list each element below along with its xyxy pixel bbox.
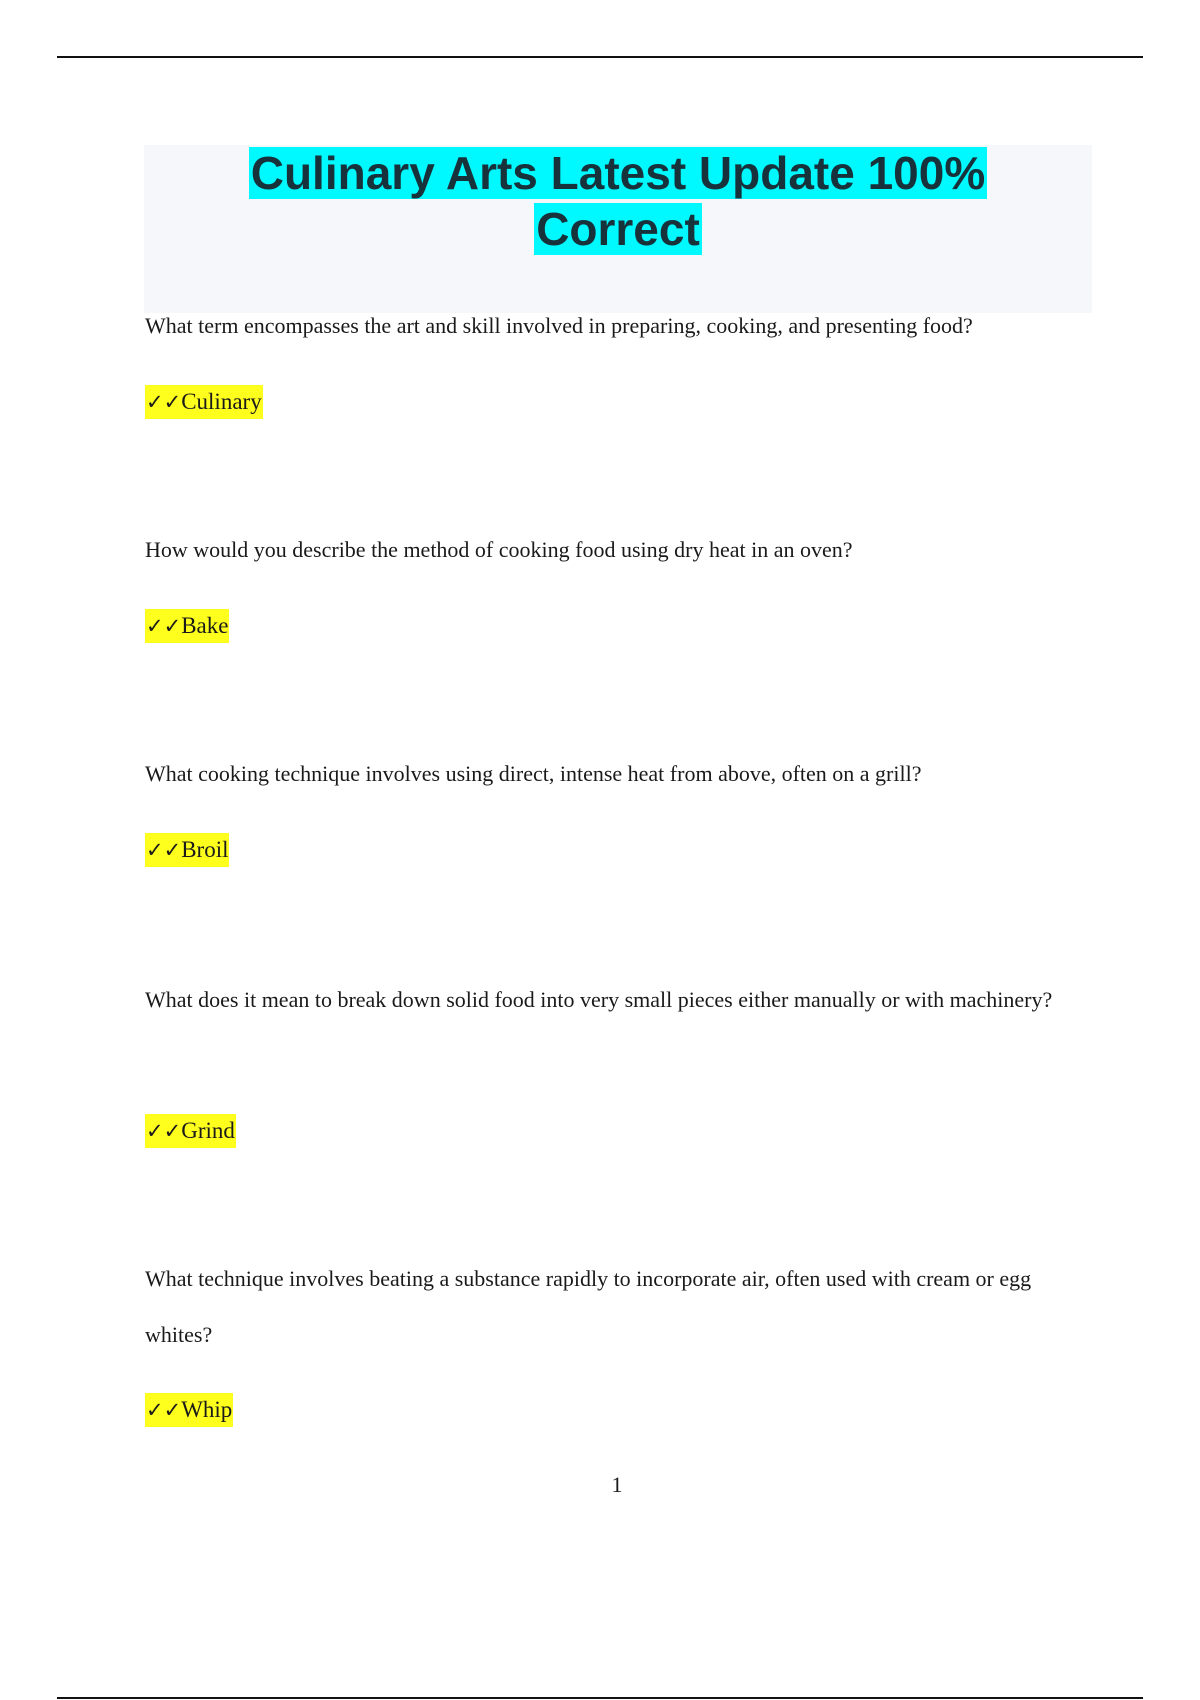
answer-1 bbox=[145, 385, 263, 419]
answer-5 bbox=[145, 1393, 233, 1427]
answer-4 bbox=[145, 1114, 236, 1148]
answer-3-text: Broil bbox=[181, 837, 229, 862]
question-1: What term encompasses the art and skill involved in preparing, cooking, and presenting food? bbox=[145, 313, 973, 338]
answer-3 bbox=[145, 833, 229, 867]
footer-rule bbox=[57, 1697, 1143, 1699]
answer-2 bbox=[145, 609, 229, 643]
page-number: 1 bbox=[611, 1472, 623, 1497]
header-rule bbox=[57, 56, 1143, 58]
question-2: How would you describe the method of cooking food using dry heat in an oven? bbox=[145, 537, 853, 562]
title-line-2: Correct bbox=[536, 203, 700, 255]
double-check-icon: ✓✓ bbox=[146, 1119, 182, 1143]
double-check-icon: ✓✓ bbox=[146, 1398, 182, 1422]
question-3: What cooking technique involves using direct, intense heat from above, often on a grill? bbox=[145, 761, 922, 786]
double-check-icon: ✓✓ bbox=[146, 838, 182, 862]
double-check-icon: ✓✓ bbox=[146, 614, 182, 638]
answer-5-text: Whip bbox=[181, 1397, 233, 1422]
double-check-icon: ✓✓ bbox=[146, 390, 182, 414]
answer-2-text: Bake bbox=[181, 613, 229, 638]
title-line-1: Culinary Arts Latest Update 100% bbox=[250, 147, 986, 199]
answer-4-text: Grind bbox=[181, 1118, 235, 1143]
question-4: What does it mean to break down solid food into very small pieces either manually or with machinery? bbox=[145, 987, 1053, 1012]
document-title bbox=[144, 145, 1092, 257]
answer-1-text: Culinary bbox=[181, 389, 262, 414]
question-5: What technique involves beating a substance rapidly to incorporate air, often used with cream or egg whites? bbox=[145, 1266, 1032, 1347]
